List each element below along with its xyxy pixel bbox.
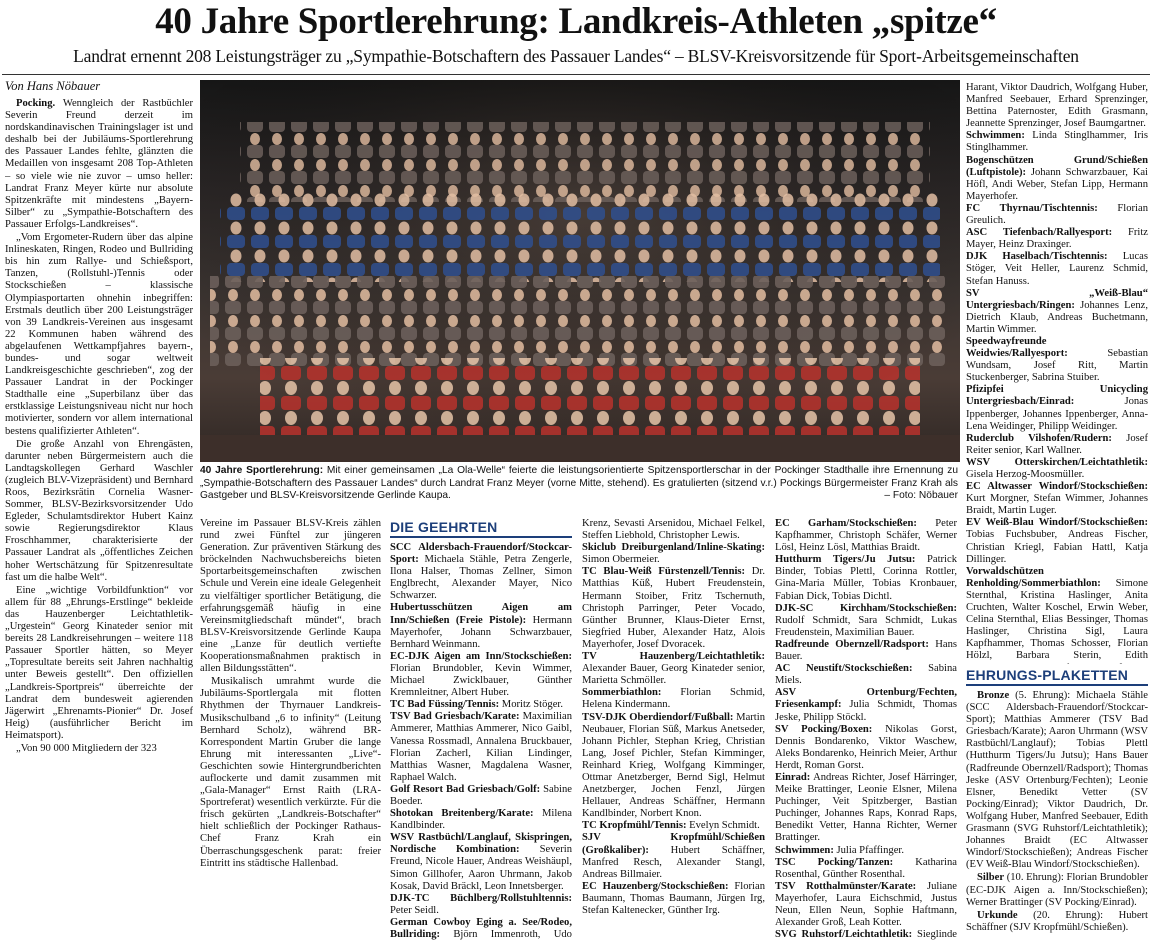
- honoree-list-4: [966, 82, 1148, 664]
- honoree-entry: [966, 481, 1148, 517]
- honoree-entry: [582, 651, 765, 687]
- honoree-entry: [966, 82, 1148, 130]
- honoree-entry: [775, 881, 957, 929]
- honoree-entry: [390, 784, 572, 808]
- club-name: Golf Resort Bad Griesbach/Golf:: [390, 783, 541, 795]
- paragraph-7: Musikalisch umrahmt wurde die Jubiläums-Sportlergala mit flotten Rhythmen der Thyrnauer Landkreis-Musikschulband „6 to infinity“ (Leitung Bernhard Scholz), während BR-Korrespondent Martin Gruber die lange Ehrung mit interessanten „Live“-Geschichten sowie Hintergrundberichten auflockerte und damit zusammen mit „Gala-Manager“ Ernst Raith (LRA-Sportreferat) wesentlich verkürzte. Für die frisch gekürten „Landkreis-Botschafter“ hielt schließlich der Pockinger Rathaus-Chef Franz Krah ein Überraschungsgeschenk parat: freier Eintritt ins städtische Hallenbad.: [200, 676, 381, 869]
- club-name: Sommerbiathlon:: [582, 687, 662, 699]
- club-name: SCC Aldersbach-Frauendorf/Stockcar-Sport:: [390, 542, 572, 566]
- byline: Von Hans Nöbauer: [5, 79, 101, 93]
- honoree-names: Linda Stinglhammer, Iris Stinglhammer.: [966, 130, 1148, 154]
- club-name: EC Hauzenberg/Stockschießen:: [582, 880, 729, 892]
- geehrten-column-1: [390, 518, 572, 940]
- club-name: DJK Haselbach/Tischtennis:: [966, 251, 1108, 263]
- photo-caption: [200, 465, 958, 503]
- paragraph-4: Eine „wichtige Vorbildfunktion“ vor allem für 88 „Ehrungs-Erstlinge“ bekleide das Hauzenberger Leichtathletik-„Urgestein“ Georg Kinateder senior mit bereits 28 Landkreisehrungen – weitere 118 Passauer Sportler hätten, so Meyer „Topresultate bereits seit Jahren nachhaltig unter Beweis gestellt“. Den offiziellen „Landkreis-Sportpreis“ überreichte der Landrat dem bundesweit agierenden Jägerwirt „Ehrenamts-Pionier“ Dr. Josef Heig) (ausführlicher Bericht im Heimatsport).: [5, 584, 193, 741]
- honoree-entry: [775, 857, 957, 881]
- honoree-entry: [775, 772, 957, 845]
- article-column-2: [200, 518, 381, 940]
- honoree-names: Alexander Bauer, Georg Kinateder senior, Marietta Schmöller.: [582, 663, 765, 687]
- club-name: SV Pocking/Boxen:: [775, 723, 873, 735]
- geehrten-column-4: [966, 82, 1148, 664]
- honoree-names: Sieglinde: [916, 929, 957, 940]
- club-name: SJV Kropfmühl/Schießen (Großkaliber):: [582, 832, 765, 856]
- club-name: Vorwaldschützen Renholding/Sommerbiathlon:: [966, 565, 1101, 589]
- club-name: German Cowboy Eging a. See/Rodeo, Bullriding:: [390, 916, 572, 940]
- paragraph-6: Vereine im Passauer BLSV-Kreis zählen rund zwei Fünftel zur jüngeren Generation. Zur präventiven Stärkung des bröckelnden Nachwuchsbereichs bieten Sportarbeitsgemeinschaften zwischen Schule und Verein eine ideale Gelegenheit zu vielfältiger sportlicher Betätigung, die erfahrungsgemäß häufig in eine Vereinsmitgliedschaft mündet“, brach BLSV-Kreisvorsitzende Gerlinde Kaupa eine „Lanze für deutlich vertiefte Kooperationsmaßnahmen praktisch in allen Bildungsstätten“.: [200, 518, 381, 675]
- club-name: WSV Rastbüchl/Langlauf, Skispringen, Nordische Kombination:: [390, 832, 572, 856]
- photo-credit: – Foto: Nöbauer: [884, 490, 958, 502]
- dateline: Pocking.: [16, 98, 56, 109]
- honoree-entry: [582, 687, 765, 711]
- geehrten-heading: DIE GEEHRTEN: [390, 518, 572, 538]
- honoree-names: Hubert Schäffner, Manfred Resch, Alexander Stangl, Andreas Billmaier.: [582, 844, 765, 880]
- club-name: EC Altwasser Windorf/Stockschießen:: [966, 481, 1148, 493]
- club-name: Radfreunde Obernzell/Radsport:: [775, 638, 929, 650]
- honoree-names: Sabine Boeder.: [390, 783, 572, 807]
- group-photo-image: [200, 80, 960, 462]
- honoree-entry: [390, 832, 572, 892]
- honoree-names: Evelyn Schmidt.: [689, 820, 760, 832]
- header-rule: [2, 74, 1150, 75]
- honoree-entry: [966, 517, 1148, 565]
- plakette-label: Urkunde: [977, 909, 1018, 921]
- plakette-entry: [966, 910, 1148, 934]
- honoree-names: Hans Bauer.: [775, 638, 957, 663]
- club-name: EC-DJK Aigen am Inn/Stockschießen:: [390, 650, 572, 662]
- club-name: DJK-TC Büchlberg/Rollstuhltennis:: [390, 892, 572, 904]
- club-name: TC Kropfmühl/Tennis:: [582, 820, 687, 832]
- honoree-names: Martin Neubauer, Florian Süß, Markus Anetseder, Johann Pichler, Stephan Krieg, Christian Lang, Josef Pichler, Stefan Kimminger, Reinhard Krieg, Wolfgang Kimminger, Ottmar Anetzberger, Bernd Sigl, Helmut Anetzberger, Jochen Fenzl, Jürgen Hellauer, Andreas Schäffner, Hermann Kandlbinder, Norbert Knon.: [582, 711, 765, 820]
- club-name: ASC Tiefenbach/Rallyesport:: [966, 227, 1113, 239]
- club-name: EV Weiß-Blau Windorf/Stockschießen:: [966, 517, 1148, 529]
- club-name: Hubertusschützen Aigen am Inn/Schießen (Freie Pistole):: [390, 602, 572, 626]
- subheadline: Landrat ernennt 208 Leistungsträger zu „Sympathie-Botschaftern des Passauer Landes“ – BLSV-Kreisvorsitzende für Sport-Arbeitsgemeinschaften: [73, 46, 1079, 66]
- honoree-names: Dr. Matthias Küß, Hubert Freudenstein, Hermann Stoiber, Fritz Tschernuth, Christoph Parringer, Peter Vocado, Günther Brunner, Klaus-Dieter Ernst, Siegfried Huber, Alexander Hatz, Alois Mayerhofer, Josef Dvoracek.: [582, 566, 765, 650]
- honoree-entry: [582, 832, 765, 880]
- headline: 40 Jahre Sportlerehrung: Landkreis-Athleten „spitze“: [155, 1, 997, 42]
- honoree-entry: [390, 699, 572, 711]
- honoree-entry: [582, 542, 765, 566]
- honoree-names: Florian Baumann, Thomas Baumann, Jürgen Irg, Stefan Kaltenecker, Günther Irg.: [582, 880, 765, 916]
- honoree-names: Julia Pfaffinger.: [836, 844, 904, 856]
- honoree-names: Florian Greulich.: [966, 202, 1148, 227]
- honoree-list-2: [582, 518, 765, 917]
- group-photo: [200, 80, 960, 462]
- honoree-entry: [775, 554, 957, 602]
- plaketten-heading: EHRUNGS-PLAKETTEN: [966, 666, 1148, 686]
- paragraph-1: [5, 98, 193, 231]
- honoree-entry: [966, 251, 1148, 287]
- paragraph-1-text: Wenngleich der Rastbüchler Severin Freund derzeit im nordskandinavischen Trainingslager ist und deshalb bei der Jubiläums-Sportlerehrung des Passauer Landes fehlte, glänzten die Medaillen von insgesamt 208 Top-Athleten – so viele wie nie zuvor – umso heller: Landrat Franz Meyer kürte nur absolute Spitzenkräfte mit mindestens „Bayern-Silber“ zu „Sympathie-Botschaftern des Passauer Erfolgs-Landkreises“.: [5, 98, 193, 230]
- honoree-entry: [775, 663, 957, 687]
- honoree-entry: [775, 518, 957, 554]
- honoree-entry: [966, 457, 1148, 481]
- plakette-text: (5. Ehrung): Michaela Stähle (SCC Aldersbach-Frauendorf/Stockcar-Sport); Matthias Ammerer (TSV Bad Griesbach/Karate); Aaron Uhrmann (WSV Rastbüchl/Langlauf); Tobias Plettl (Hutthurm Tigers/Ju Jutsu); Hans Bauer (Radfreunde Obernzell/Radsport); Thomas Jeske (ASV Ortenburg/Fechten); Leonie Elsner, Benedikt Vetter (SV Pocking/Einrad); Viktor Daudrich, Dr. Wolfgang Huber, Manfred Seebauer, Edith Grasmann (SVG Ruhstorf/Leichtathletik); Johannes Braidt (EC Altwasser Windorf/Stockschießen); Andreas Fischer (EV Weiß-Blau Windorf/Stockschießen).: [966, 690, 1148, 871]
- honoree-entry: [966, 566, 1148, 664]
- paragraph-5: „Von 90 000 Mitgliedern der 323: [16, 742, 157, 754]
- paragraph-2: „Vom Ergometer-Rudern über das alpine Inlineskaten, Ringen, Rodeo und Bullriding bis hin zum Rallye- und Schießsport, Tanzen, (Rollstuhl-)Tennis oder Stockschießen – klassische Olympiasportarten ohnehin inbegriffen: Erstmals deutlich über 200 Leistungsträger von 39 Landkreis-Vereinen aus insgesamt 22 Kommunen haben während des abgelaufenen Wettkampfjahres bayern-, bundes- und sogar weltweit Landkreisgeschichte geschrieben“, zog der Passauer Landrat in der Pockinger Stadthalle eine „Superbilanz über das erstklassige Leistungsniveau nicht nur hoch motivierter, sondern vor allem international bestens qualifizierter Athleten“.: [5, 232, 193, 437]
- honoree-list-3: [775, 518, 957, 940]
- club-name: AC Neustift/Stockschießen:: [775, 663, 913, 675]
- honoree-names: Peter Kapfhammer, Christoph Schäfer, Werner Lösl, Heinz Lösl, Matthias Braidt.: [775, 518, 957, 554]
- club-name: TSV-DJK Oberdiendorf/Fußball:: [582, 711, 734, 723]
- honoree-entry: [390, 808, 572, 832]
- honoree-entry: [775, 687, 957, 723]
- club-name: TC Bad Füssing/Tennis:: [390, 699, 500, 711]
- honoree-list-1: [390, 542, 572, 940]
- plakette-label: Silber: [977, 872, 1005, 884]
- plakette-text: (10. Ehrung): Florian Brundobler (EC-DJK Aigen a. Inn/Stockschießen); Werner Brattinger (SV Pocking/Einrad).: [966, 872, 1148, 908]
- club-name: DJK-SC Kirchham/Stockschießen:: [775, 602, 957, 614]
- honoree-names: Gisela Herzog-Moosmüller.: [966, 469, 1085, 480]
- caption-lead: 40 Jahre Sportlerehrung:: [200, 465, 324, 476]
- club-name: EC Garham/Stockschießen:: [775, 518, 917, 529]
- article-column-1: [5, 98, 193, 940]
- honoree-names: Jonas Ippenberger, Johannes Ippenberger, Anna-Lena Weidinger, Philipp Weidinger.: [966, 396, 1148, 432]
- club-name: TSC Pocking/Tanzen:: [775, 856, 894, 868]
- club-name: TSV Bad Griesbach/Karate:: [390, 711, 520, 723]
- honoree-entry: [966, 336, 1148, 384]
- honoree-names: Andreas Richter, Josef Härringer, Meike Brattinger, Leonie Elsner, Milena Puchinger, Veit Spitzberger, Bastian Puchinger, Johannes Raps, Konrad Raps, Benedikt Vetter, Hanna Richter, Werner Brattinger.: [775, 771, 957, 844]
- honoree-names: Josef Reiter senior, Karl Wallner.: [966, 432, 1148, 456]
- geehrten-column-3: [775, 518, 957, 940]
- honoree-names: Juliane Mayerhofer, Laura Eichschmid, Justus Neun, Ellen Neun, Sophie Haftmann, Alexander Groß, Leah Kotter.: [775, 880, 957, 929]
- club-name: Pfizipfei Unicycling Untergriesbach/Einrad:: [966, 384, 1148, 408]
- plakette-text: (20. Ehrung): Hubert Schäffner (SJV Kropfmühl/Schießen).: [966, 909, 1148, 933]
- plakette-entry: [966, 872, 1148, 908]
- honoree-names: Krenz, Sevasti Arsenidou, Michael Felkel, Steffen Liebhold, Christopher Lewis.: [582, 518, 765, 542]
- honoree-names: Nikolas Gorst, Dennis Bondarenko, Viktor Waschew, Aleks Bondarenko, Heinrich Meier, Arthur Herdt, Roman Gorst.: [775, 723, 957, 771]
- honoree-names: Florian Schmid, Helena Kindermann.: [582, 687, 765, 711]
- club-name: Speedwayfreunde Weidwies/Rallyesport:: [966, 335, 1068, 360]
- honoree-entry: [390, 917, 572, 940]
- plaketten-box: [966, 666, 1148, 940]
- honoree-names: Sabina Miels.: [775, 663, 957, 687]
- honoree-names: Milena Kandlbinder.: [390, 808, 572, 832]
- honoree-names: Michaela Stähle, Petra Zengerle, Ilona Halser, Thomas Zellner, Simon Englbrecht, Alexander Mayer, Nico Schwarzer.: [390, 554, 572, 602]
- honoree-entry: [966, 155, 1148, 203]
- honoree-names: Simone Sternthal, Kristina Haslinger, Anita Cruchten, Walter Koschel, Erwin Weber, Celina Sternthal, Elias Bessinger, Thomas Haslinger, Christina Sigl, Laura Kapfhammer, Thomas Schosser, Florian Hölzl, Barbara Sterin, Edith: [966, 577, 1148, 662]
- honoree-entry: [390, 602, 572, 650]
- honoree-entry: [775, 603, 957, 639]
- honoree-entry: [775, 845, 957, 857]
- honoree-names: Fritz Mayer, Heinz Draxinger.: [966, 227, 1148, 251]
- plaketten-list: [966, 690, 1148, 934]
- honoree-entry: [966, 130, 1148, 154]
- honoree-entry: [775, 929, 957, 940]
- honoree-names: Moritz Stöger.: [501, 699, 563, 711]
- honoree-names: Kurt Morgner, Stefan Wimmer, Johannes Braidt, Martin Luger.: [966, 493, 1148, 517]
- honoree-entry: [966, 203, 1148, 227]
- honoree-entry: [582, 820, 765, 832]
- club-name: FC Thyrnau/Tischtennis:: [966, 202, 1098, 214]
- club-name: Ruderclub Vilshofen/Rudern:: [966, 432, 1112, 444]
- honoree-entry: [390, 893, 572, 917]
- club-name: SVG Ruhstorf/Leichtathletik:: [775, 929, 913, 940]
- honoree-names: Patrick Binder, Tobias Plettl, Corinna Rottler, Gina-Maria Müller, Tobias Kronbauer, Fabian Dick, Tobias Dichtl.: [775, 554, 957, 602]
- club-name: TV Hauzenberg/Leichtathletik:: [582, 651, 765, 663]
- honoree-names: Florian Brundobler, Kevin Wimmer, Michael Zwicklbauer, Günther Kremnleitner, Albert Huber.: [390, 662, 572, 699]
- club-name: Bogenschützen Grund/Schießen (Luftpistole):: [966, 154, 1148, 178]
- honoree-entry: [582, 881, 765, 917]
- honoree-entry: [966, 227, 1148, 251]
- club-name: Skiclub Dreiburgenland/Inline-Skating:: [582, 542, 765, 554]
- honoree-entry: [966, 433, 1148, 457]
- honoree-entry: [775, 724, 957, 772]
- honoree-names: Björn Immenroth, Udo: [453, 929, 572, 940]
- honoree-entry: [390, 542, 572, 602]
- club-name: TC Blau-Weiß Fürstenzell/Tennis:: [582, 566, 746, 578]
- honoree-names: Julia Schmidt, Thomas Jeske, Philipp Stöckl.: [775, 699, 957, 723]
- honoree-names: Lucas Stöger, Veit Heller, Laurenz Schmid, Stefan Hanuss.: [966, 251, 1148, 287]
- honoree-entry: [582, 518, 765, 542]
- honoree-entry: [582, 566, 765, 651]
- club-name: Shotokan Breitenberg/Karate:: [390, 808, 534, 820]
- club-name: ASV Ortenburg/Fechten, Friesenkampf:: [775, 687, 957, 711]
- paragraph-3: Die große Anzahl von Ehrengästen, darunter neben Bürgermeistern auch die Landtagskollegen Gerhard Waschler (zugleich BLV-Vizepräsident) und Bernhard Roos, Bezirksrätin Cornelia Wasner-Sommer, BLSV-Bezirksvorsitzender Udo Egleder, Schulamtsdirektor Hubert Kainz sowie Regierungsdirektor Klaus Froschhammer, charakterisierte der Passauer Landrat als „öffentliches Zeichen hoher Wertschätzung für Spitzenresultate fast um die halbe Welt“.: [5, 438, 193, 583]
- honoree-names: Simon Obermeier.: [582, 554, 660, 566]
- club-name: TSV Rotthalmünster/Karate:: [775, 880, 917, 892]
- honoree-names: Hermann Mayerhofer, Johann Schwarzbauer, Bernhard Weinmann.: [390, 614, 572, 650]
- honoree-entry: [775, 639, 957, 663]
- plakette-label: Bronze: [977, 690, 1010, 701]
- honoree-names: Sebastian Wundsam, Josef Ritt, Martin Stuckenberger, Sabrina Stuiber.: [966, 348, 1148, 384]
- honoree-names: Peter Seidl.: [390, 904, 439, 916]
- plakette-entry: [966, 690, 1148, 871]
- honoree-names: Katharina Rosenthal, Günther Rosenthal.: [775, 856, 957, 880]
- honoree-entry: [966, 384, 1148, 432]
- club-name: WSV Otterskirchen/Leichtathletik:: [966, 456, 1148, 468]
- honoree-names: Rudolf Schmidt, Sara Schmidt, Lukas Freudenstein, Maximilian Bauer.: [775, 614, 957, 638]
- honoree-names: Harant, Viktor Daudrich, Wolfgang Huber, Manfred Seebauer, Erhard Sprenzinger, Bettina Paternoster, Edith Grasmann, Jeannette Sprenzinger, Josef Baumgartner.: [966, 82, 1148, 130]
- honoree-names: Johannes Lenz, Dietrich Klaub, Andreas Buchetmann, Martin Wimmer.: [966, 299, 1148, 335]
- honoree-entry: [390, 711, 572, 784]
- geehrten-column-2: [582, 518, 765, 940]
- honoree-names: Tobias Fuchsbuber, Andreas Fischer, Christian Kriegl, Fabian Hattl, Katja Dillinger.: [966, 529, 1148, 565]
- caption-text: Mit einer gemeinsamen „La Ola-Welle“ feierte die leistungsorientierte Spitzensportlerschar in der Pockinger Stadthalle ihre Ernennung zu „Sympathie-Botschaftern des Passauer Landes“ durch Landrat Franz Meyer (vorne Mitte, stehend). Es gratulierten (sitzend v.r.) Pockings Bürgermeister Franz Krah als Gastgeber und BLSV-Kreisvorsitzende Gerlinde Kaupa.: [200, 465, 958, 502]
- honoree-entry: [966, 288, 1148, 336]
- honoree-names: Maximilian Ammerer, Matthias Ammerer, Nico Gaibl, Vanessa Rossmadl, Annalena Bruckbauer, Florian Zacherl, Kilian Lindinger, Matthias Wasner, Magdalena Wasner, Raphael Walch.: [390, 711, 572, 783]
- honoree-entry: [582, 712, 765, 821]
- honoree-entry: [390, 651, 572, 699]
- honoree-names: Johann Schwarzbauer, Kai Höfl, Andi Weber, Stefan Lipp, Hermann Mayerhofer.: [966, 166, 1148, 202]
- club-name: Schwimmen:: [966, 130, 1025, 142]
- club-name: Schwimmen:: [775, 844, 834, 856]
- club-name: Hutthurm Tigers/Ju Jutsu:: [775, 554, 916, 566]
- club-name: SV „Weiß-Blau“ Untergriesbach/Ringen:: [966, 287, 1148, 311]
- honoree-names: Severin Freund, Nicole Hauer, Andreas Weishäupl, Simon Gillhofer, Aaron Uhrmann, Jakob Kosak, David Bräckl, Leon Innetsberger.: [390, 844, 572, 892]
- club-name: Einrad:: [775, 771, 811, 783]
